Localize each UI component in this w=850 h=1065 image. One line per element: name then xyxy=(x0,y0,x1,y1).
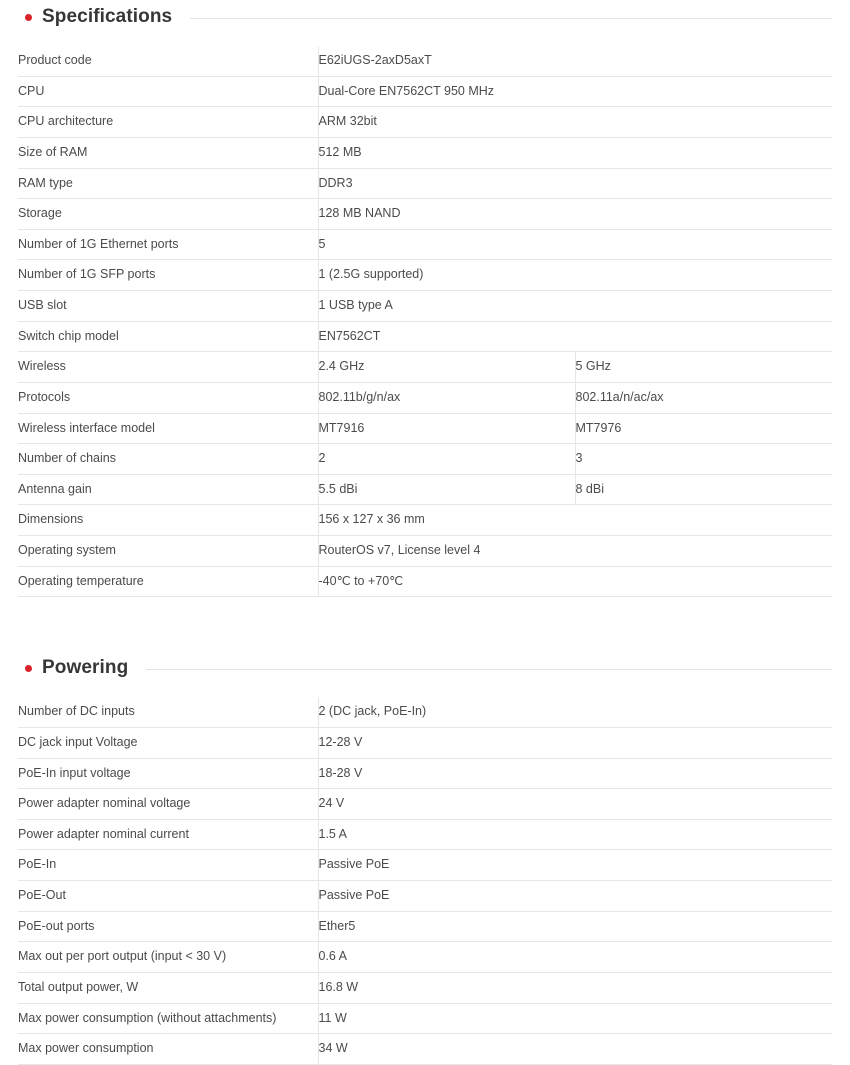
section-divider xyxy=(146,669,832,670)
row-value: 1 (2.5G supported) xyxy=(318,260,832,291)
row-value: 16.8 W xyxy=(318,972,832,1003)
row-label: Storage xyxy=(18,199,318,230)
section-header-powering xyxy=(18,651,832,679)
row-value: 34 W xyxy=(318,1034,832,1065)
row-value-secondary: 3 xyxy=(575,444,832,475)
row-label: Number of 1G SFP ports xyxy=(18,260,318,291)
table-row xyxy=(18,972,832,1003)
table-row xyxy=(18,474,832,505)
table-row xyxy=(18,260,832,291)
row-label: DC jack input Voltage xyxy=(18,727,318,758)
section-bullet-icon xyxy=(25,14,32,21)
row-label: Max power consumption (without attachments) xyxy=(18,1003,318,1034)
section-divider xyxy=(190,18,832,19)
row-value: Passive PoE xyxy=(318,850,832,881)
row-label: USB slot xyxy=(18,291,318,322)
row-label: Number of DC inputs xyxy=(18,697,318,727)
table-row xyxy=(18,229,832,260)
table-row xyxy=(18,76,832,107)
row-label: Operating temperature xyxy=(18,566,318,597)
row-label: Power adapter nominal voltage xyxy=(18,789,318,820)
row-value: 11 W xyxy=(318,1003,832,1034)
section-bullet-icon xyxy=(25,665,32,672)
row-label: PoE-out ports xyxy=(18,911,318,942)
table-row xyxy=(18,1034,832,1065)
table-row xyxy=(18,727,832,758)
table-row xyxy=(18,444,832,475)
row-label: Wireless interface model xyxy=(18,413,318,444)
row-label: Dimensions xyxy=(18,505,318,536)
row-label: Power adapter nominal current xyxy=(18,819,318,850)
row-value: 1.5 A xyxy=(318,819,832,850)
row-label: PoE-In input voltage xyxy=(18,758,318,789)
section-spacer xyxy=(18,597,832,651)
specifications-table xyxy=(18,46,832,597)
row-label: PoE-In xyxy=(18,850,318,881)
row-label: Max out per port output (input < 30 V) xyxy=(18,942,318,973)
table-row xyxy=(18,199,832,230)
row-label: Switch chip model xyxy=(18,321,318,352)
row-label: Product code xyxy=(18,46,318,76)
table-row xyxy=(18,382,832,413)
row-value: 2 (DC jack, PoE-In) xyxy=(318,697,832,727)
row-value-secondary: 5 GHz xyxy=(575,352,832,383)
row-label: Max power consumption xyxy=(18,1034,318,1065)
table-row xyxy=(18,758,832,789)
table-row xyxy=(18,352,832,383)
row-value: RouterOS v7, License level 4 xyxy=(318,536,832,567)
row-label: Antenna gain xyxy=(18,474,318,505)
row-value: 24 V xyxy=(318,789,832,820)
row-label: Operating system xyxy=(18,536,318,567)
row-label: Total output power, W xyxy=(18,972,318,1003)
section-header-specifications xyxy=(18,0,832,28)
table-row xyxy=(18,850,832,881)
table-row xyxy=(18,1003,832,1034)
table-row xyxy=(18,536,832,567)
powering-table xyxy=(18,697,832,1065)
row-value: Passive PoE xyxy=(318,881,832,912)
row-value: 0.6 A xyxy=(318,942,832,973)
row-value: 5 xyxy=(318,229,832,260)
row-value: ARM 32bit xyxy=(318,107,832,138)
table-row xyxy=(18,291,832,322)
table-row xyxy=(18,697,832,727)
table-row xyxy=(18,881,832,912)
row-value: DDR3 xyxy=(318,168,832,199)
row-value-secondary: 802.11a/n/ac/ax xyxy=(575,382,832,413)
row-value-secondary: 8 dBi xyxy=(575,474,832,505)
row-value: 2.4 GHz xyxy=(318,352,575,383)
row-label: PoE-Out xyxy=(18,881,318,912)
section-title: Powering xyxy=(42,657,129,679)
table-row xyxy=(18,789,832,820)
row-value: 802.11b/g/n/ax xyxy=(318,382,575,413)
table-row xyxy=(18,942,832,973)
row-value-secondary: MT7976 xyxy=(575,413,832,444)
row-value: Dual-Core EN7562CT 950 MHz xyxy=(318,76,832,107)
row-label: Wireless xyxy=(18,352,318,383)
row-value: 5.5 dBi xyxy=(318,474,575,505)
row-value: 12-28 V xyxy=(318,727,832,758)
row-value: E62iUGS-2axD5axT xyxy=(318,46,832,76)
row-label: RAM type xyxy=(18,168,318,199)
row-label: Number of 1G Ethernet ports xyxy=(18,229,318,260)
row-value: MT7916 xyxy=(318,413,575,444)
table-row xyxy=(18,413,832,444)
table-row xyxy=(18,137,832,168)
table-row xyxy=(18,107,832,138)
row-value: EN7562CT xyxy=(318,321,832,352)
table-row xyxy=(18,168,832,199)
table-row xyxy=(18,819,832,850)
row-label: Number of chains xyxy=(18,444,318,475)
table-row xyxy=(18,46,832,76)
table-row xyxy=(18,911,832,942)
row-label: CPU xyxy=(18,76,318,107)
row-value: 2 xyxy=(318,444,575,475)
row-label: CPU architecture xyxy=(18,107,318,138)
row-value: 1 USB type A xyxy=(318,291,832,322)
row-value: 128 MB NAND xyxy=(318,199,832,230)
row-label: Size of RAM xyxy=(18,137,318,168)
row-value: -40℃ to +70℃ xyxy=(318,566,832,597)
table-row xyxy=(18,566,832,597)
table-row xyxy=(18,505,832,536)
row-label: Protocols xyxy=(18,382,318,413)
table-row xyxy=(18,321,832,352)
row-value: 156 x 127 x 36 mm xyxy=(318,505,832,536)
row-value: 18-28 V xyxy=(318,758,832,789)
section-title: Specifications xyxy=(42,6,173,27)
row-value: 512 MB xyxy=(318,137,832,168)
row-value: Ether5 xyxy=(318,911,832,942)
